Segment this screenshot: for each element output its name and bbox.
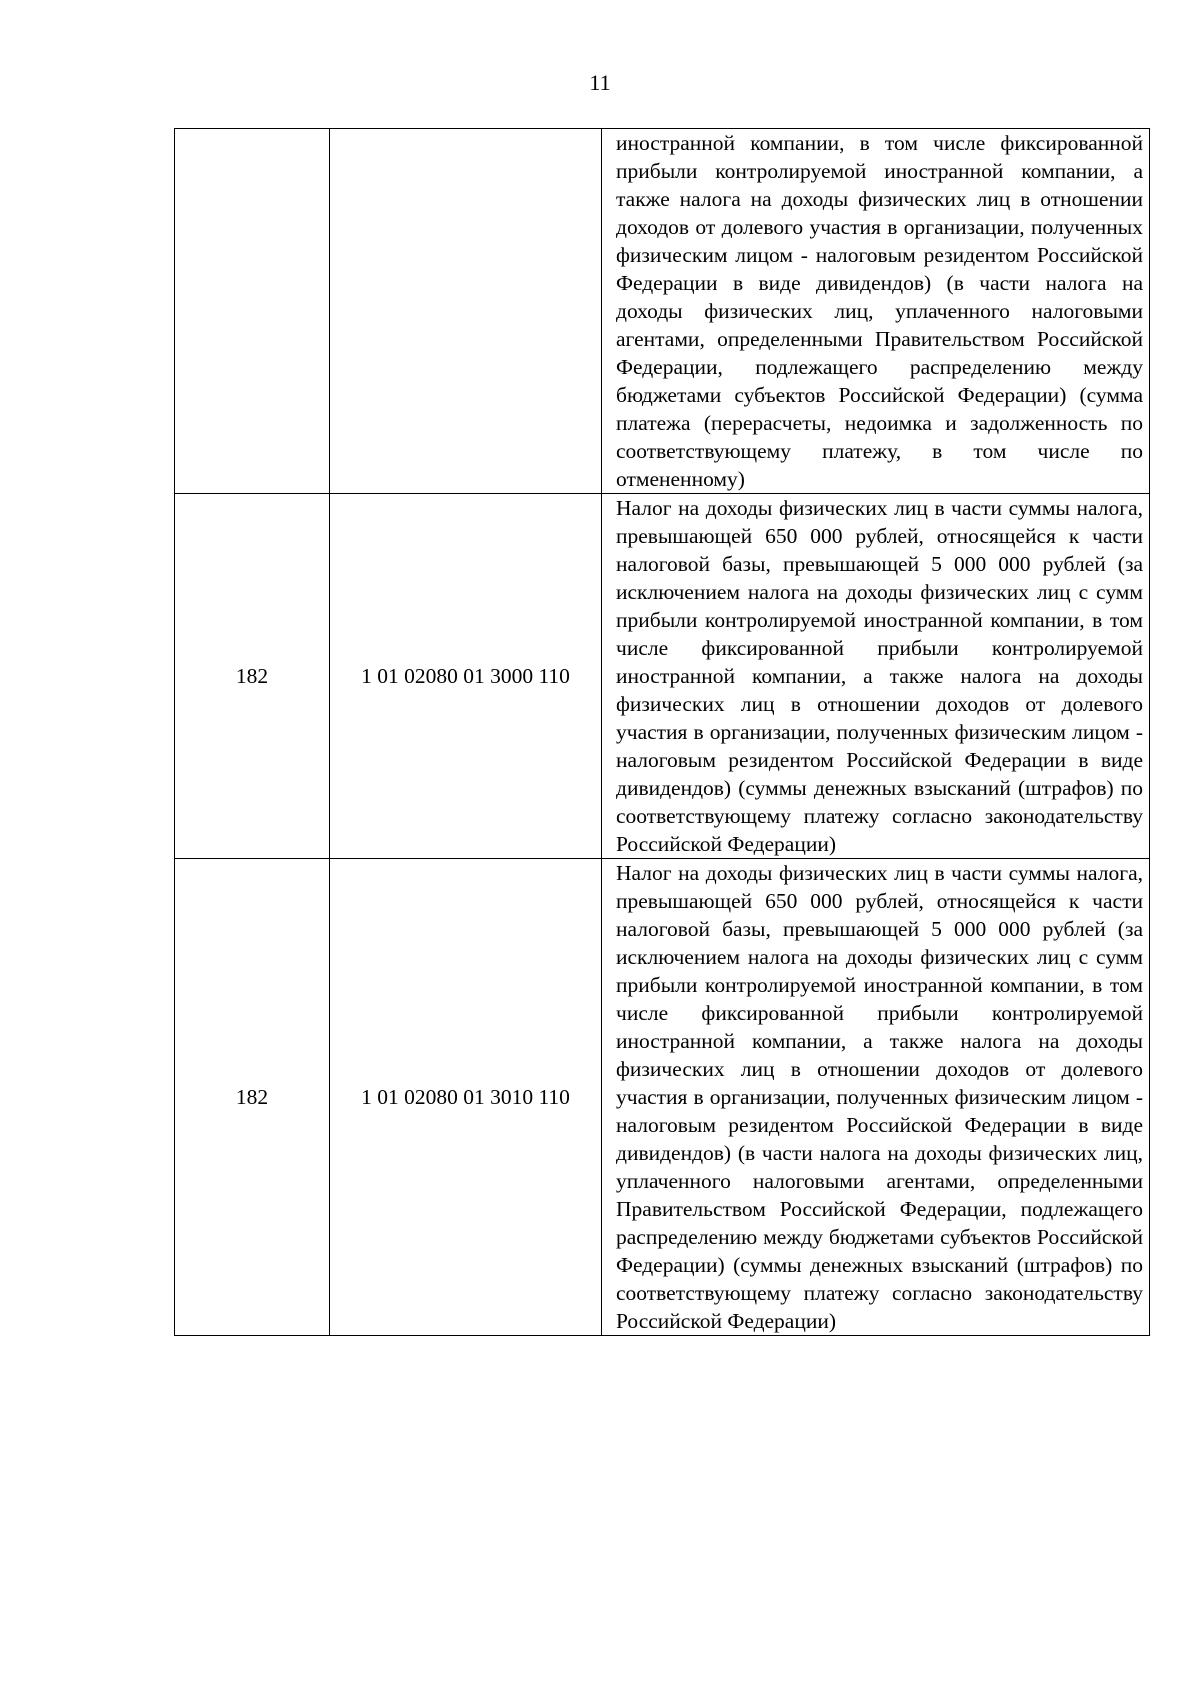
description-cell [602,129,1150,494]
description-text: Налог на доходы физических лиц в части суммы налога, превышающей 650 000 рублей, относящейся к части налоговой базы, превышающей 5 000 000 рублей (за исключением налога на доходы физических лиц с сумм прибыли контролируемой иностранной компании, в том числе фиксированной прибыли контролируемой иностранной компании, а также налога на доходы физических лиц в отношении доходов от долевого участия в организации, полученных физическим лицом - налоговым резидентом Российской Федерации в виде дивидендов) (в части налога на доходы физических лиц, уплаченного налоговыми агентами, определенными Правительством Российской Федерации, подлежащего распределению между бюджетами субъектов Российской Федерации) (суммы денежных взысканий (штрафов) по соответствующему платежу согласно законодательству Российской Федерации) [616,861,1143,1333]
description-text: иностранной компании, в том числе фиксированной прибыли контролируемой иностранной компании, а также налога на доходы физических лиц в отношении доходов от долевого участия в организации, полученных физическим лицом - налоговым резидентом Российской Федерации в виде дивидендов) (в части налога на доходы физических лиц, уплаченного налоговыми агентами, определенными Правительством Российской Федерации, подлежащего распределению между бюджетами субъектов Российской Федерации) (сумма платежа (перерасчеты, недоимка и задолженность по соответствующему платежу, в том числе по отмененному) [616,131,1143,491]
description-cell [602,859,1150,1336]
table-row [175,494,1150,859]
budget-code-table [174,128,1150,1336]
admin-code-cell: 182 [175,494,330,859]
description-cell [602,494,1150,859]
budget-code-cell: 1 01 02080 01 3010 110 [330,859,602,1336]
admin-code-cell: 182 [175,859,330,1336]
table-row [175,859,1150,1336]
budget-code-cell: 1 01 02080 01 3000 110 [330,494,602,859]
table-row [175,129,1150,494]
budget-code-cell [330,129,602,494]
description-text: Налог на доходы физических лиц в части суммы налога, превышающей 650 000 рублей, относящейся к части налоговой базы, превышающей 5 000 000 рублей (за исключением налога на доходы физических лиц с сумм прибыли контролируемой иностранной компании, в том числе фиксированной прибыли контролируемой иностранной компании, а также налога на доходы физических лиц в отношении доходов от долевого участия в организации, полученных физическим лицом - налоговым резидентом Российской Федерации в виде дивидендов) (суммы денежных взысканий (штрафов) по соответствующему платежу согласно законодательству Российской Федерации) [616,496,1143,856]
page-number: 11 [589,70,611,95]
admin-code-cell [175,129,330,494]
